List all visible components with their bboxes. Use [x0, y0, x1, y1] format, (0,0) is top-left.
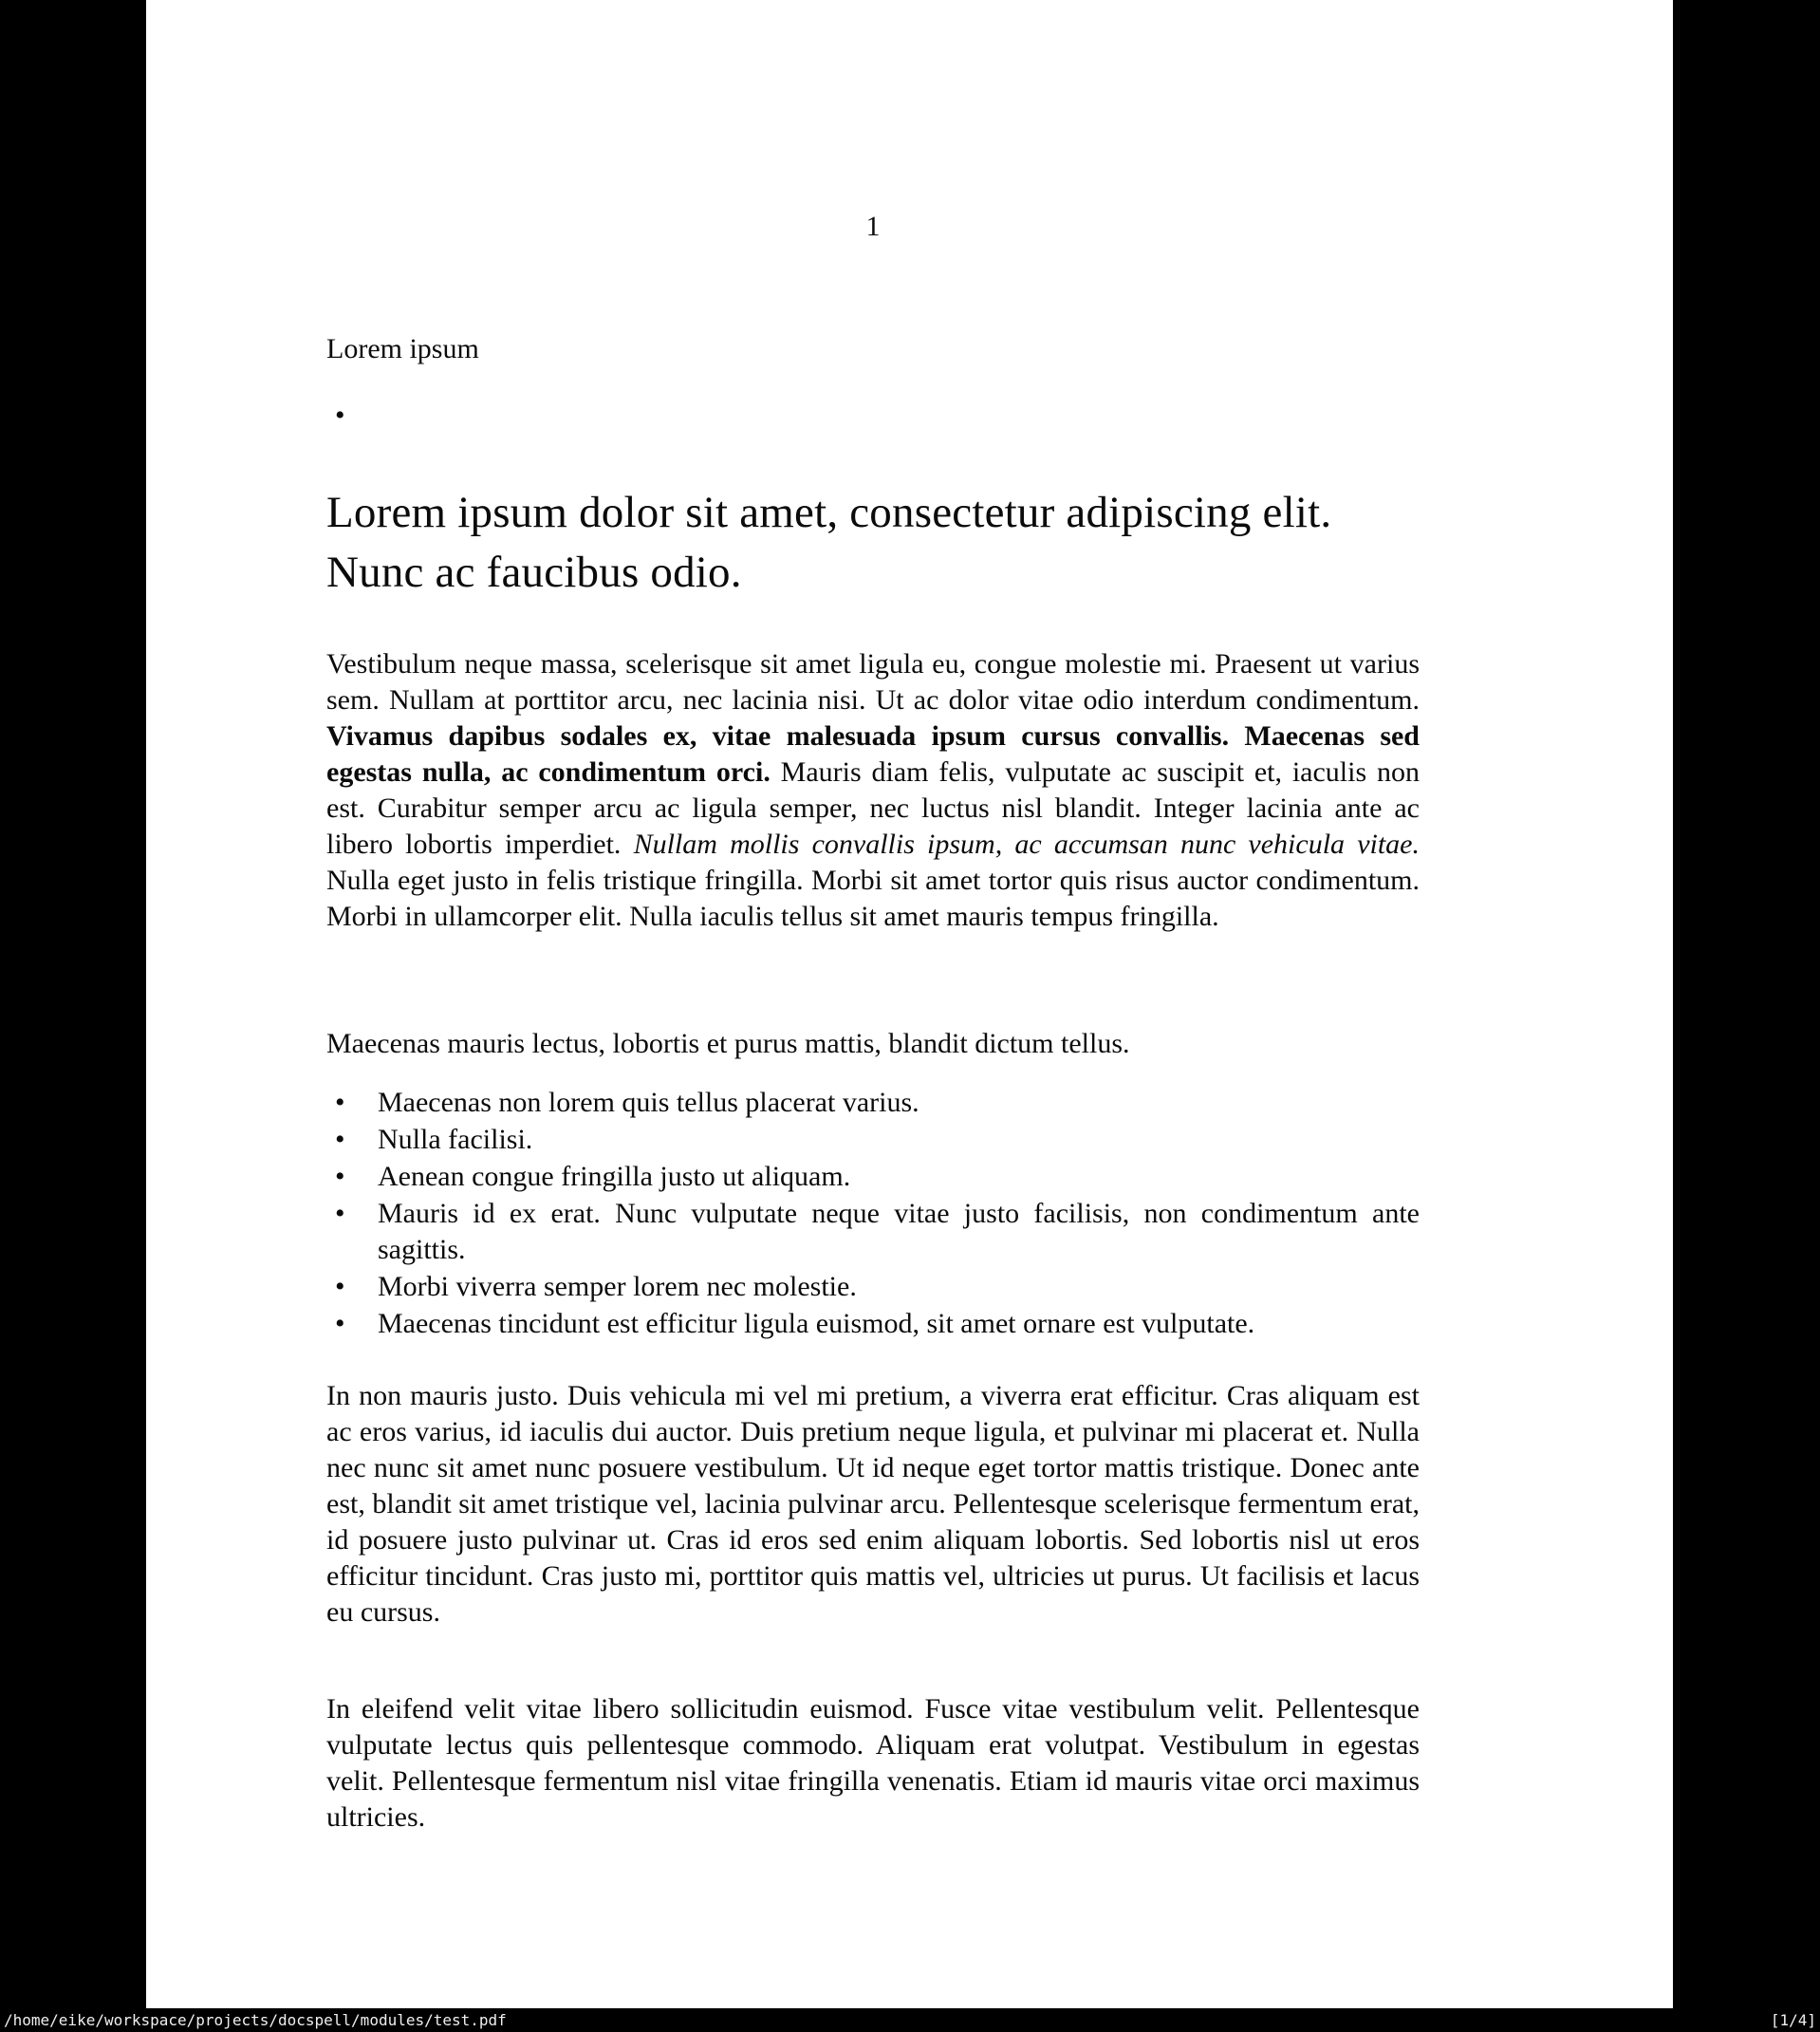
list-item-text: Aenean congue fringilla justo ut aliquam.	[378, 1161, 851, 1192]
text-run: Vestibulum neque massa, scelerisque sit amet ligula eu, congue molestie mi. Praesent ut varius sem. Nullam at porttitor arcu, nec lacinia nisi. Ut ac dolor vitae odio interdum condimentum.	[326, 648, 1420, 716]
page-number: 1	[865, 211, 881, 242]
bullet-icon: •	[335, 1271, 345, 1302]
list-item-text: Nulla facilisi.	[378, 1124, 533, 1155]
list-item	[326, 1196, 1420, 1268]
list-item	[326, 1085, 1420, 1121]
text-run-bold: Vivamus dapibus sodales ex, vitae malesuada ipsum cursus convallis. Maecenas sed egestas nulla, ac condimentum orci.	[326, 720, 1420, 788]
bullet-list	[326, 1085, 1420, 1343]
bullet-icon: •	[335, 1087, 345, 1118]
document-title: Lorem ipsum dolor sit amet, consectetur adipiscing elit. Nunc ac faucibus odio.	[326, 488, 1332, 597]
list-item	[326, 1122, 1420, 1158]
bullet-icon: •	[335, 1198, 345, 1229]
text-run-italic: Nullam mollis convallis ipsum, ac accumsan nunc vehicula vitae.	[633, 829, 1420, 860]
list-item-text: Maecenas tincidunt est efficitur ligula euismod, sit amet ornare est vulputate.	[378, 1308, 1255, 1339]
paragraph-4: In eleifend velit vitae libero sollicitudin euismod. Fusce vitae vestibulum velit. Pellentesque vulputate lectus quis pellentesque commodo. Aliquam erat volutpat. Vestibulum in egestas velit. Pellentesque fermentum nisl vitae fringilla venenatis. Etiam id mauris vitae orci maximus ultricies.	[326, 1693, 1420, 1833]
bullet-icon: •	[335, 1308, 345, 1339]
paragraph-3: In non mauris justo. Duis vehicula mi vel mi pretium, a viverra erat efficitur. Cras aliquam est ac eros varius, id iaculis dui auctor. Duis pretium neque ligula, et pulvinar mi placerat et. Nulla nec nunc sit amet nunc posuere vestibulum. Ut id neque eget tortor mattis tristique. Donec ante est, blandit sit amet tristique vel, lacinia pulvinar arcu. Pellentesque scelerisque fermentum erat, id posuere justo pulvinar ut. Cras id eros sed enim aliquam lobortis. Sed lobortis nisl ut eros efficitur tincidunt. Cras justo mi, porttitor quis mattis vel, ultricies ut purus. Ut facilisis et lacus eu cursus.	[326, 1380, 1420, 1628]
list-item	[326, 1306, 1420, 1342]
paragraph-1	[326, 646, 1420, 935]
bullet-icon: •	[335, 1124, 345, 1155]
page-indicator: [1/4]	[1770, 2011, 1816, 2029]
paragraph-2: Maecenas mauris lectus, lobortis et purus mattis, blandit dictum tellus.	[326, 1028, 1130, 1059]
list-item	[326, 1159, 1420, 1195]
status-bar	[0, 2008, 1820, 2032]
bullet-icon: •	[335, 400, 345, 431]
intro-paragraph: Lorem ipsum	[326, 333, 479, 364]
text-run: Mauris diam felis, vulputate ac suscipit et, iaculis non est. Curabitur semper arcu ac ligula semper, nec luctus nisl blandit. Integer lacinia ante ac libero lobortis imperdiet.	[326, 756, 1420, 860]
list-item-text: Maecenas non lorem quis tellus placerat varius.	[378, 1087, 919, 1118]
list-item	[326, 1269, 1420, 1305]
text-run: Nulla eget justo in felis tristique fringilla. Morbi sit amet tortor quis risus auctor condimentum. Morbi in ullamcorper elit. Nulla iaculis tellus sit amet mauris tempus fringilla.	[326, 865, 1420, 932]
file-path: /home/eike/workspace/projects/docspell/modules/test.pdf	[4, 2011, 507, 2029]
empty-list-item	[326, 398, 1420, 434]
list-item-text: Morbi viverra semper lorem nec molestie.	[378, 1271, 857, 1302]
bullet-icon: •	[335, 1161, 345, 1192]
document-page[interactable]	[146, 0, 1673, 2008]
list-item-text: Mauris id ex erat. Nunc vulputate neque vitae justo facilisis, non condimentum ante sagittis.	[378, 1198, 1420, 1265]
